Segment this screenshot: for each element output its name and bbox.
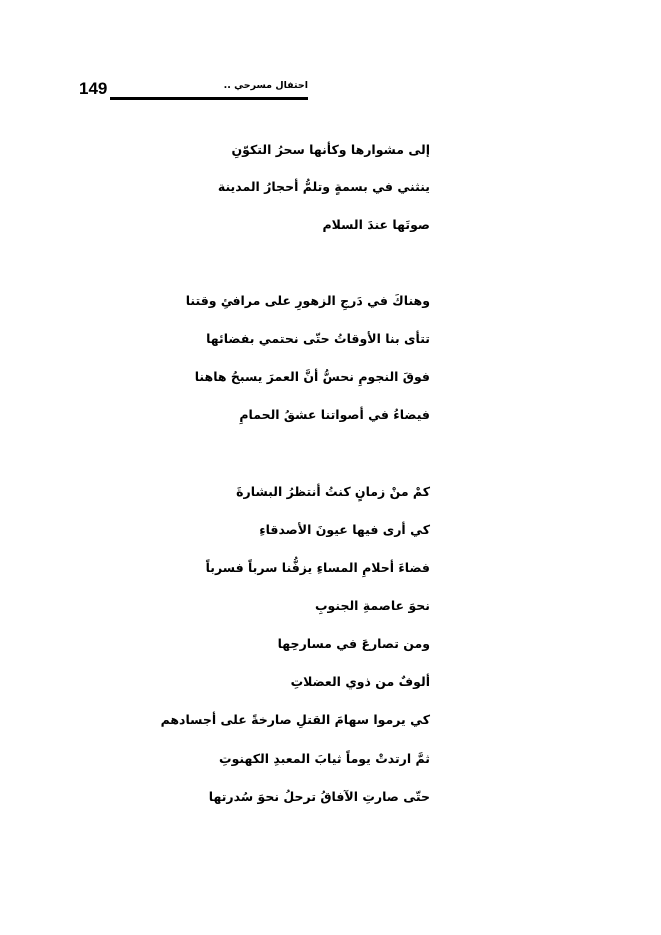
poem-line: كمْ منْ زمانٍ كنتُ أنتظرُ البشارةَ xyxy=(236,484,430,499)
poem-line: ومن تصارعَ في مسارحِها xyxy=(277,636,430,651)
poem-line: وهناكَ في دَرجِ الزهورِ على مرافئِ وقتنا xyxy=(185,293,430,308)
poem-line: فضاءَ أحلامِ المساءِ يزفُّنا سرباً فسرباً xyxy=(205,560,430,575)
poem-line: ثمَّ ارتدتْ يوماً ثيابَ المعبدِ الكهنوتِ xyxy=(219,751,430,766)
poem-line: ألوفٌ من ذوي العضلاتِ xyxy=(290,674,430,689)
poem-line: ينثني في بسمةٍ وتلمُّ أحجارُ المدينة xyxy=(217,179,430,194)
poem-line: صوتَها عندَ السلام xyxy=(322,217,430,232)
poem-line: إلى مشوارها وكأنها سحرُ التكوّنِ xyxy=(231,142,430,157)
page-number: 149 xyxy=(79,79,108,98)
poem-line: فوقَ النجومِ نحسُّ أنَّ العمرَ يسبحُ هاهنا xyxy=(194,369,430,384)
running-title: احتفال مسرحي .. xyxy=(223,80,308,91)
poem-line: نحوَ عاصمةِ الجنوبِ xyxy=(314,598,430,613)
poem-line: تتأى بنا الأوقاتُ حتّى نحتمي بفضائها xyxy=(206,331,430,346)
poem-line: كي يرموا سهامَ القتلِ صارخةً على أجسادهم xyxy=(160,712,430,727)
poem-line: فيضاءُ في أصواتنا عشقُ الحمامِ xyxy=(239,407,430,422)
poem-line: حتّى صارتِ الآفاقُ ترحلُ نحوَ سُدرتها xyxy=(208,789,430,804)
header-rule xyxy=(110,97,308,100)
poem-line: كي أرى فيها عيونَ الأصدقاءِ xyxy=(259,522,430,537)
